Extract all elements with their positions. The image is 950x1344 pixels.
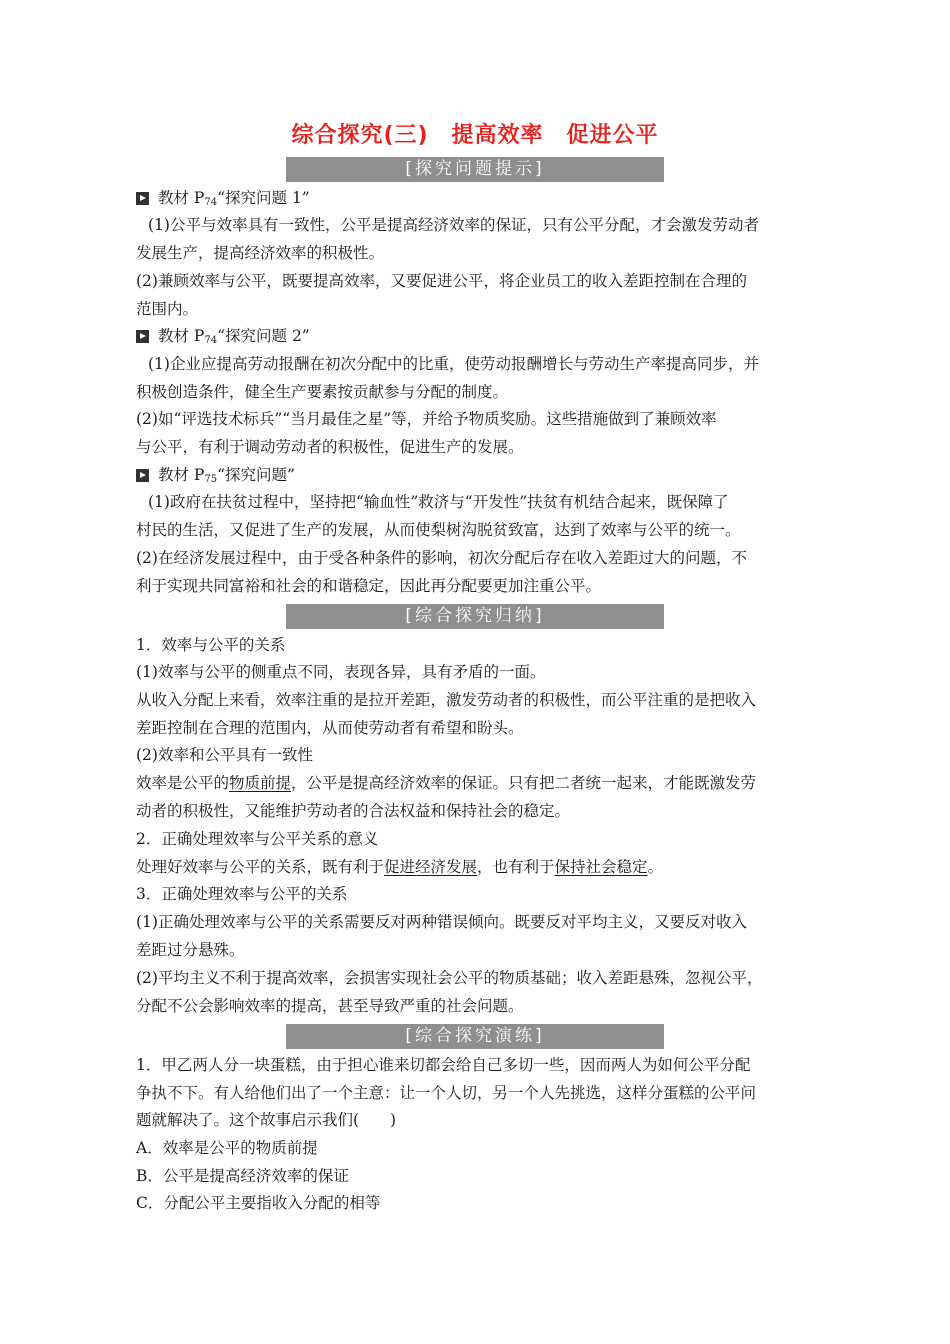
underlined-key-phrase: 促进经济发展 bbox=[384, 858, 478, 876]
hint-label-1: 教材 $P_{74}“$探究问题 1” bbox=[136, 188, 816, 213]
hint-2-para-2-line-2: 与公平，有利于调动劳动者的积极性，促进生产的发展。 bbox=[136, 438, 524, 456]
summary-3-para-1-line-1: (1)正确处理效率与公平的关系需要反对两种错误倾向。既要反对平均主义，又要反对收入 bbox=[136, 913, 747, 931]
hint-3-para-2-line-1: (2)在经济发展过程中，由于受各种条件的影响，初次分配后存在收入差距过大的问题，不 bbox=[136, 549, 747, 567]
underlined-key-phrase: 保持社会稳定 bbox=[554, 858, 648, 876]
hint-1-para-1-line-1: (1)公平与效率具有一致性，公平是提高经济效率的保证，只有公平分配，才会激发劳动者 bbox=[148, 216, 759, 234]
summary-3-para-2-line-2: 分配不公会影响效率的提高，甚至导致严重的社会问题。 bbox=[136, 997, 524, 1015]
summary-heading-1: 1．效率与公平的关系 bbox=[136, 636, 286, 654]
summary-1-para-2-line-2: 效率是公平的物质前提，公平是提高经济效率的保证。只有把二者统一起来，才能既激发劳 bbox=[136, 774, 757, 792]
question-1-line-1: 1．甲乙两人分一块蛋糕，由于担心谁来切都会给自己多切一些，因而两人为如何公平分配 bbox=[136, 1056, 751, 1074]
hint-label-2: 教材 $P_{74}“$探究问题 2” bbox=[136, 326, 816, 351]
summary-3-para-1-line-2: 差距过分悬殊。 bbox=[136, 941, 245, 959]
summary-heading-2: 2．正确处理效率与公平关系的意义 bbox=[136, 830, 379, 848]
play-icon bbox=[136, 469, 149, 482]
question-1-line-3: 题就解决了。这个故事启示我们( ) bbox=[136, 1111, 397, 1129]
hint-1-para-2-line-2: 范围内。 bbox=[136, 300, 199, 318]
play-icon bbox=[136, 330, 149, 343]
summary-heading-3: 3．正确处理效率与公平的关系 bbox=[136, 885, 348, 903]
option-c: C．分配公平主要指收入分配的相等 bbox=[136, 1194, 381, 1212]
question-1-line-2: 争执不下。有人给他们出了一个主意：让一个人切，另一个人先挑选，这样分蛋糕的公平问 bbox=[136, 1084, 757, 1102]
hint-1-para-1-line-2: 发展生产，提高经济效率的积极性。 bbox=[136, 244, 385, 262]
summary-1-para-2-line-3: 动者的积极性，又能维护劳动者的合法权益和保持社会的稳定。 bbox=[136, 802, 571, 820]
hint-2-para-2-line-1: (2)如“评选技术标兵”“当月最佳之星”等，并给予物质奖励。这些措施做到了兼顾效率 bbox=[136, 410, 717, 428]
summary-3-para-2-line-1: (2)平均主义不利于提高效率，会损害实现社会公平的物质基础；收入差距悬殊，忽视公平， bbox=[136, 969, 763, 987]
section-banner-summary: [综合探究归纳] bbox=[286, 604, 664, 629]
hint-label-3: 教材 $P_{75}“$探究问题” bbox=[136, 465, 816, 490]
summary-2-para: 处理好效率与公平的关系，既有利于促进经济发展，也有利于保持社会稳定。 bbox=[136, 858, 664, 876]
underlined-key-phrase: 物质前提 bbox=[229, 774, 292, 792]
hint-3-para-1-line-2: 村民的生活，又促进了生产的发展，从而使梨树沟脱贫致富，达到了效率与公平的统一。 bbox=[136, 521, 741, 539]
option-b: B．公平是提高经济效率的保证 bbox=[136, 1167, 349, 1185]
hint-1-para-2-line-1: (2)兼顾效率与公平，既要提高效率，又要促进公平，将企业员工的收入差距控制在合理的 bbox=[136, 272, 747, 290]
play-icon bbox=[136, 192, 149, 205]
hint-3-para-1-line-1: (1)政府在扶贫过程中，坚持把“输血性”救济与“开发性”扶贫有机结合起来，既保障了 bbox=[148, 493, 729, 511]
summary-1-para-1: (1)效率与公平的侧重点不同，表现各异，具有矛盾的一面。 bbox=[136, 663, 546, 681]
hint-2-para-1-line-1: (1)企业应提高劳动报酬在初次分配中的比重，使劳动报酬增长与劳动生产率提高同步，并 bbox=[148, 355, 759, 373]
summary-1-para-1-line-2: 从收入分配上来看，效率注重的是拉开差距，激发劳动者的积极性，而公平注重的是把收入 bbox=[136, 691, 757, 709]
hint-3-para-2-line-2: 利于实现共同富裕和社会的和谐稳定，因此再分配要更加注重公平。 bbox=[136, 577, 602, 595]
page-title: 综合探究(三) 提高效率 促进公平 bbox=[291, 123, 659, 148]
summary-1-para-1-line-3: 差距控制在合理的范围内，从而使劳动者有希望和盼头。 bbox=[136, 719, 524, 737]
section-banner-hints: [探究问题提示] bbox=[286, 157, 664, 182]
summary-1-para-2: (2)效率和公平具有一致性 bbox=[136, 746, 313, 764]
hint-2-para-1-line-2: 积极创造条件，健全生产要素按贡献参与分配的制度。 bbox=[136, 383, 509, 401]
option-a: A．效率是公平的物质前提 bbox=[136, 1139, 318, 1157]
section-banner-practice: [综合探究演练] bbox=[286, 1024, 664, 1049]
